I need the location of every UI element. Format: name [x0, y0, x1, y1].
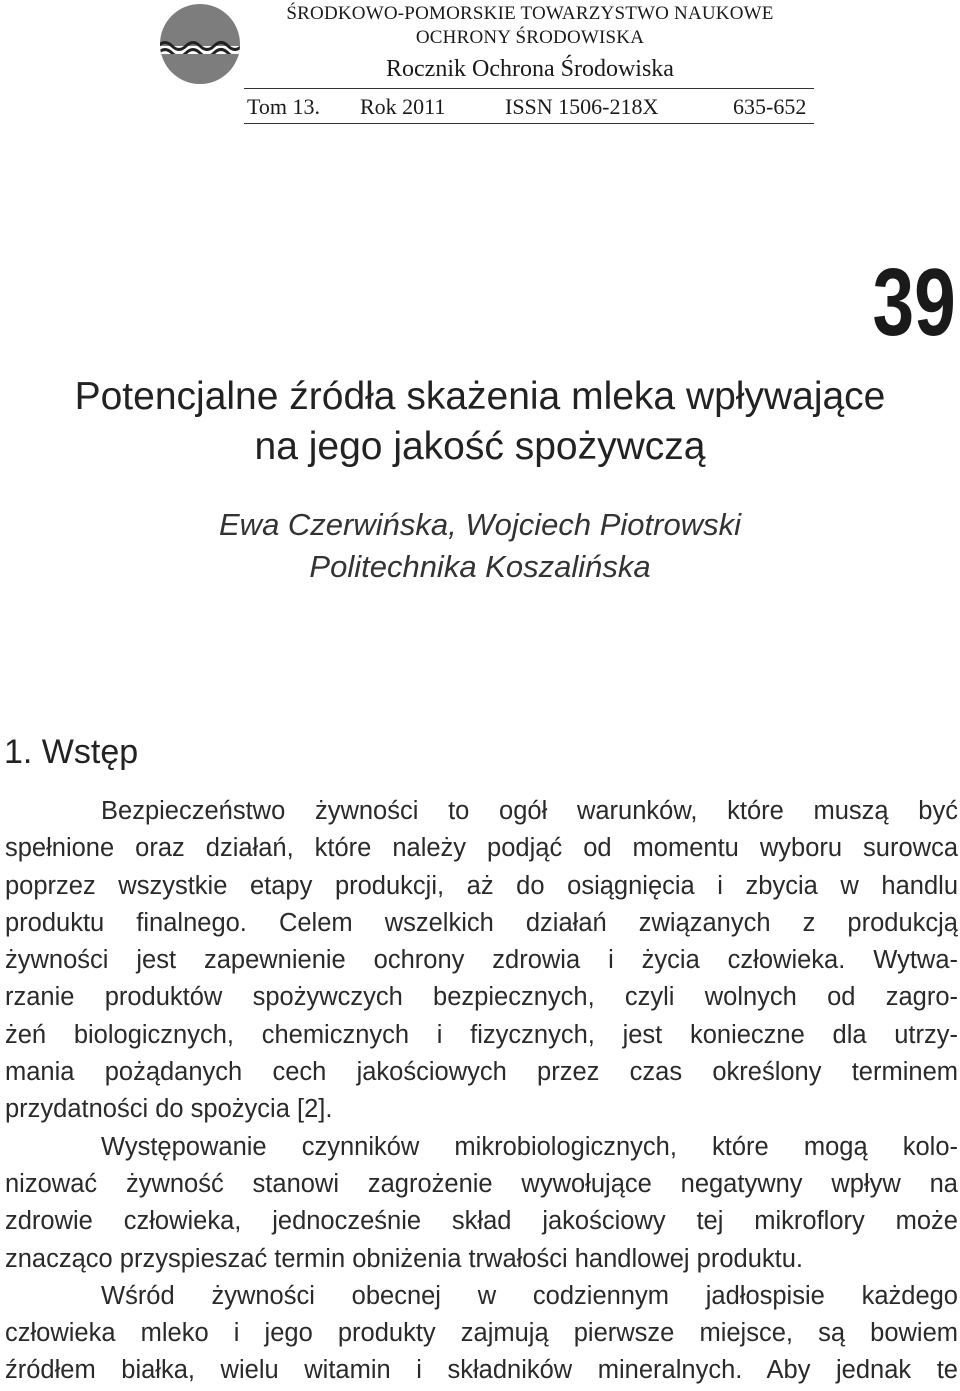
body-line: żywności jest zapewnienie ochrony zdrowia i życia człowieka. Wytwa-: [5, 946, 958, 975]
volume: Tom 13.: [247, 94, 321, 119]
section-body: [5, 793, 958, 1390]
body-line: poprzez wszystkie etapy produkcji, aż do osiągnięcia i zbycia w handlu: [5, 871, 958, 900]
body-line: żeń biologicznych, chemicznych i fizycznych, jest konieczne dla utrzy-: [5, 1020, 958, 1049]
authors: Ewa Czerwińska, Wojciech Piotrowski: [219, 507, 741, 542]
publisher-name-line1: ŚRODKOWO-POMORSKIE TOWARZYSTWO NAUKOWE: [286, 3, 774, 24]
header-rule-bottom: [244, 123, 814, 124]
body-line: źródłem białka, wielu witamin i składników mineralnych. Aby jednak te: [5, 1356, 958, 1385]
page-range: 635-652: [733, 94, 807, 119]
body-line: człowieka mleko i jego produkty zajmują pierwsze miejsce, są bowiem: [5, 1319, 958, 1348]
year: Rok 2011: [360, 94, 446, 119]
body-line: nizować żywność stanowi zagrożenie wywołujące negatywny wpływ na: [5, 1169, 958, 1198]
affiliation: Politechnika Koszalińska: [309, 549, 651, 584]
body-line: rzanie produktów spożywczych bezpiecznych, czyli wolnych od zagro-: [5, 983, 958, 1012]
journal-title: Rocznik Ochrona Środowiska: [386, 56, 674, 82]
publisher-name-line2: OCHRONY ŚRODOWISKA: [415, 27, 645, 48]
issn: ISSN 1506-218X: [505, 94, 659, 119]
body-line: znacząco przyspieszać termin obniżenia trwałości handlowej produktu.: [5, 1244, 803, 1273]
body-line: spełnione oraz działań, które należy podjąć od momentu wyboru surowca: [5, 834, 958, 863]
body-line: Bezpieczeństwo żywności to ogół warunków, które muszą być: [101, 797, 958, 825]
body-line: zdrowie człowieka, jednocześnie skład jakościowy tej mikroflory może: [5, 1207, 958, 1236]
body-line: Występowanie czynników mikrobiologicznych, które mogą kolo-: [101, 1132, 958, 1161]
body-line: mania pożądanych cech jakościowych przez czas określony terminem: [5, 1058, 958, 1087]
article-title-line1: Potencjalne źródła skażenia mleka wpływające: [74, 375, 886, 418]
body-line: produktu finalnego. Celem wszelkich działań związanych z produkcją: [5, 908, 958, 937]
body-line: Wśród żywności obecnej w codziennym jadłospisie każdego: [101, 1281, 958, 1310]
article-title-line2: na jego jakość spożywczą: [254, 425, 706, 468]
section-heading: 1. Wstęp: [4, 733, 139, 771]
body-line: przydatności do spożycia [2].: [5, 1095, 333, 1124]
chapter-number: 39: [872, 249, 956, 356]
header-rule-top: [244, 88, 814, 89]
society-logo-icon: [158, 2, 242, 86]
